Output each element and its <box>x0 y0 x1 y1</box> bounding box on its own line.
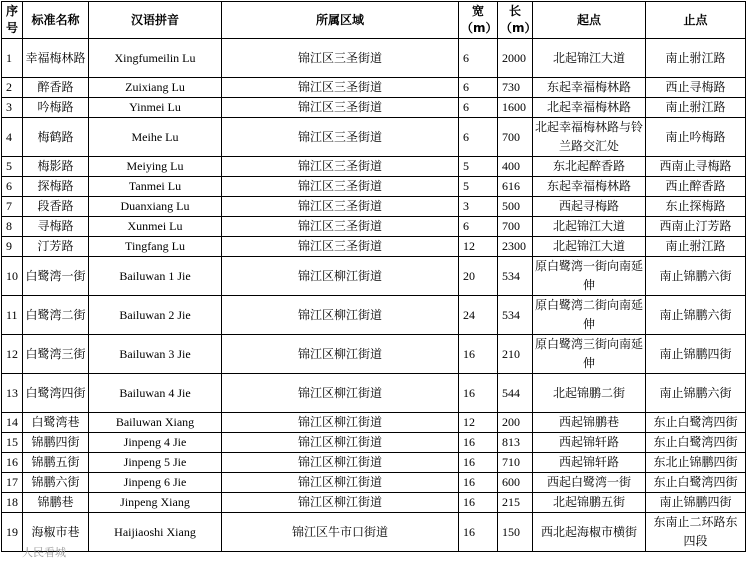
table-row <box>2 78 746 98</box>
cell-district: 锦江区三圣街道 <box>222 237 459 257</box>
cell-seq: 1 <box>2 39 23 78</box>
cell-length: 200 <box>498 413 533 433</box>
cell-district: 锦江区三圣街道 <box>222 217 459 237</box>
table-row <box>2 217 746 237</box>
cell-start: 西起寻梅路 <box>533 197 646 217</box>
cell-width: 12 <box>459 413 498 433</box>
cell-district: 锦江区柳江街道 <box>222 473 459 493</box>
cell-name: 白鹭湾四街 <box>23 374 89 413</box>
cell-length: 534 <box>498 296 533 335</box>
cell-seq: 11 <box>2 296 23 335</box>
cell-pinyin: Jinpeng 5 Jie <box>89 453 222 473</box>
cell-length: 400 <box>498 157 533 177</box>
table-row <box>2 157 746 177</box>
table-row <box>2 237 746 257</box>
cell-start: 东北起醉香路 <box>533 157 646 177</box>
cell-seq: 4 <box>2 118 23 157</box>
cell-length: 600 <box>498 473 533 493</box>
cell-district: 锦江区柳江街道 <box>222 433 459 453</box>
cell-seq: 14 <box>2 413 23 433</box>
cell-seq: 9 <box>2 237 23 257</box>
cell-length: 215 <box>498 493 533 513</box>
cell-district: 锦江区柳江街道 <box>222 413 459 433</box>
cell-end: 西止醉香路 <box>646 177 746 197</box>
header-width: 宽（m） <box>459 2 498 39</box>
cell-start: 北起锦江大道 <box>533 237 646 257</box>
cell-pinyin: Bailuwan 4 Jie <box>89 374 222 413</box>
cell-end: 西南止寻梅路 <box>646 157 746 177</box>
cell-pinyin: Bailuwan Xiang <box>89 413 222 433</box>
cell-width: 6 <box>459 78 498 98</box>
cell-end: 东止白鹭湾四街 <box>646 433 746 453</box>
cell-length: 210 <box>498 335 533 374</box>
table-row <box>2 296 746 335</box>
header-end: 止点 <box>646 2 746 39</box>
cell-pinyin: Bailuwan 1 Jie <box>89 257 222 296</box>
cell-length: 2300 <box>498 237 533 257</box>
cell-district: 锦江区三圣街道 <box>222 98 459 118</box>
cell-start: 原白鹭湾一街向南延伸 <box>533 257 646 296</box>
cell-width: 16 <box>459 493 498 513</box>
cell-name: 汀芳路 <box>23 237 89 257</box>
cell-name: 段香路 <box>23 197 89 217</box>
cell-district: 锦江区牛市口街道 <box>222 513 459 552</box>
cell-district: 锦江区三圣街道 <box>222 197 459 217</box>
cell-start: 原白鹭湾二街向南延伸 <box>533 296 646 335</box>
cell-length: 150 <box>498 513 533 552</box>
cell-width: 5 <box>459 157 498 177</box>
cell-start: 西起锦轩路 <box>533 433 646 453</box>
cell-name: 梅影路 <box>23 157 89 177</box>
cell-pinyin: Tingfang Lu <box>89 237 222 257</box>
cell-seq: 2 <box>2 78 23 98</box>
cell-name: 吟梅路 <box>23 98 89 118</box>
cell-pinyin: Haijiaoshi Xiang <box>89 513 222 552</box>
header-name: 标准名称 <box>23 2 89 39</box>
cell-district: 锦江区三圣街道 <box>222 157 459 177</box>
table-body <box>2 39 746 552</box>
cell-seq: 18 <box>2 493 23 513</box>
cell-name: 海椒市巷 <box>23 513 89 552</box>
cell-start: 北起锦鹏五街 <box>533 493 646 513</box>
cell-district: 锦江区三圣街道 <box>222 118 459 157</box>
cell-width: 16 <box>459 453 498 473</box>
cell-pinyin: Duanxiang Lu <box>89 197 222 217</box>
cell-name: 白鹭湾三街 <box>23 335 89 374</box>
cell-name: 梅鹤路 <box>23 118 89 157</box>
cell-length: 534 <box>498 257 533 296</box>
cell-length: 730 <box>498 78 533 98</box>
cell-start: 西起锦鹏巷 <box>533 413 646 433</box>
cell-width: 6 <box>459 39 498 78</box>
cell-start: 西起白鹭湾一街 <box>533 473 646 493</box>
cell-length: 2000 <box>498 39 533 78</box>
cell-length: 710 <box>498 453 533 473</box>
cell-width: 16 <box>459 433 498 453</box>
cell-seq: 13 <box>2 374 23 413</box>
header-seq: 序号 <box>2 2 23 39</box>
header-district: 所属区域 <box>222 2 459 39</box>
cell-length: 544 <box>498 374 533 413</box>
cell-width: 24 <box>459 296 498 335</box>
cell-width: 6 <box>459 217 498 237</box>
cell-seq: 15 <box>2 433 23 453</box>
cell-seq: 8 <box>2 217 23 237</box>
cell-start: 北起幸福梅林路 <box>533 98 646 118</box>
street-name-table <box>1 1 746 552</box>
cell-pinyin: Meiying Lu <box>89 157 222 177</box>
cell-width: 5 <box>459 177 498 197</box>
cell-district: 锦江区三圣街道 <box>222 177 459 197</box>
cell-name: 探梅路 <box>23 177 89 197</box>
cell-name: 寻梅路 <box>23 217 89 237</box>
cell-length: 700 <box>498 217 533 237</box>
cell-seq: 7 <box>2 197 23 217</box>
cell-length: 616 <box>498 177 533 197</box>
cell-pinyin: Bailuwan 2 Jie <box>89 296 222 335</box>
cell-end: 南止驸江路 <box>646 98 746 118</box>
cell-pinyin: Meihe Lu <box>89 118 222 157</box>
cell-start: 北起幸福梅林路与铃兰路交汇处 <box>533 118 646 157</box>
table-row <box>2 453 746 473</box>
cell-name: 锦鹏四街 <box>23 433 89 453</box>
table-row <box>2 335 746 374</box>
table-row <box>2 374 746 413</box>
cell-district: 锦江区柳江街道 <box>222 374 459 413</box>
cell-seq: 16 <box>2 453 23 473</box>
cell-end: 东北止锦鹏四街 <box>646 453 746 473</box>
watermark: 人民看城 <box>22 546 66 559</box>
table-row <box>2 177 746 197</box>
cell-name: 幸福梅林路 <box>23 39 89 78</box>
header-row <box>2 2 746 39</box>
cell-pinyin: Xunmei Lu <box>89 217 222 237</box>
cell-pinyin: Jinpeng Xiang <box>89 493 222 513</box>
cell-end: 南止吟梅路 <box>646 118 746 157</box>
cell-pinyin: Jinpeng 6 Jie <box>89 473 222 493</box>
cell-length: 700 <box>498 118 533 157</box>
cell-start: 北起锦江大道 <box>533 217 646 237</box>
cell-name: 锦鹏巷 <box>23 493 89 513</box>
cell-end: 东止探梅路 <box>646 197 746 217</box>
cell-district: 锦江区柳江街道 <box>222 257 459 296</box>
cell-pinyin: Bailuwan 3 Jie <box>89 335 222 374</box>
cell-end: 南止锦鹏六街 <box>646 257 746 296</box>
cell-pinyin: Yinmei Lu <box>89 98 222 118</box>
cell-end: 东止白鹭湾四街 <box>646 473 746 493</box>
cell-name: 锦鹏六街 <box>23 473 89 493</box>
table-row <box>2 413 746 433</box>
table-row <box>2 513 746 552</box>
cell-district: 锦江区柳江街道 <box>222 493 459 513</box>
cell-district: 锦江区柳江街道 <box>222 453 459 473</box>
cell-end: 东止白鹭湾四街 <box>646 413 746 433</box>
table-row <box>2 118 746 157</box>
cell-end: 南止锦鹏六街 <box>646 374 746 413</box>
cell-seq: 5 <box>2 157 23 177</box>
cell-district: 锦江区三圣街道 <box>222 78 459 98</box>
cell-pinyin: Xingfumeilin Lu <box>89 39 222 78</box>
cell-seq: 12 <box>2 335 23 374</box>
cell-width: 6 <box>459 98 498 118</box>
cell-end: 南止驸江路 <box>646 237 746 257</box>
cell-name: 白鹭湾巷 <box>23 413 89 433</box>
cell-name: 锦鹏五街 <box>23 453 89 473</box>
cell-width: 16 <box>459 335 498 374</box>
cell-pinyin: Zuixiang Lu <box>89 78 222 98</box>
table-row <box>2 257 746 296</box>
cell-end: 西南止汀芳路 <box>646 217 746 237</box>
table-row <box>2 98 746 118</box>
cell-width: 16 <box>459 374 498 413</box>
cell-width: 3 <box>459 197 498 217</box>
cell-start: 北起锦江大道 <box>533 39 646 78</box>
cell-pinyin: Jinpeng 4 Jie <box>89 433 222 453</box>
cell-end: 南止锦鹏六街 <box>646 296 746 335</box>
cell-start: 原白鹭湾三街向南延伸 <box>533 335 646 374</box>
cell-seq: 3 <box>2 98 23 118</box>
cell-start: 西北起海椒市横街 <box>533 513 646 552</box>
cell-name: 醉香路 <box>23 78 89 98</box>
table-row <box>2 493 746 513</box>
cell-seq: 17 <box>2 473 23 493</box>
table-row <box>2 473 746 493</box>
cell-start: 东起幸福梅林路 <box>533 177 646 197</box>
table-row <box>2 433 746 453</box>
cell-width: 16 <box>459 473 498 493</box>
cell-width: 16 <box>459 513 498 552</box>
cell-district: 锦江区三圣街道 <box>222 39 459 78</box>
cell-width: 6 <box>459 118 498 157</box>
cell-end: 西止寻梅路 <box>646 78 746 98</box>
cell-seq: 6 <box>2 177 23 197</box>
cell-end: 南止锦鹏四街 <box>646 335 746 374</box>
table-row <box>2 197 746 217</box>
cell-end: 东南止二环路东四段 <box>646 513 746 552</box>
header-start: 起点 <box>533 2 646 39</box>
cell-start: 北起锦鹏二街 <box>533 374 646 413</box>
cell-start: 西起锦轩路 <box>533 453 646 473</box>
cell-length: 500 <box>498 197 533 217</box>
cell-district: 锦江区柳江街道 <box>222 335 459 374</box>
cell-width: 20 <box>459 257 498 296</box>
cell-name: 白鹭湾一街 <box>23 257 89 296</box>
cell-width: 12 <box>459 237 498 257</box>
cell-length: 1600 <box>498 98 533 118</box>
header-pinyin: 汉语拼音 <box>89 2 222 39</box>
table-row <box>2 39 746 78</box>
header-length: 长（m） <box>498 2 533 39</box>
cell-name: 白鹭湾二街 <box>23 296 89 335</box>
cell-length: 813 <box>498 433 533 453</box>
cell-end: 南止锦鹏四街 <box>646 493 746 513</box>
cell-seq: 10 <box>2 257 23 296</box>
cell-district: 锦江区柳江街道 <box>222 296 459 335</box>
cell-pinyin: Tanmei Lu <box>89 177 222 197</box>
cell-end: 南止驸江路 <box>646 39 746 78</box>
cell-seq: 19 <box>2 513 23 552</box>
cell-start: 东起幸福梅林路 <box>533 78 646 98</box>
